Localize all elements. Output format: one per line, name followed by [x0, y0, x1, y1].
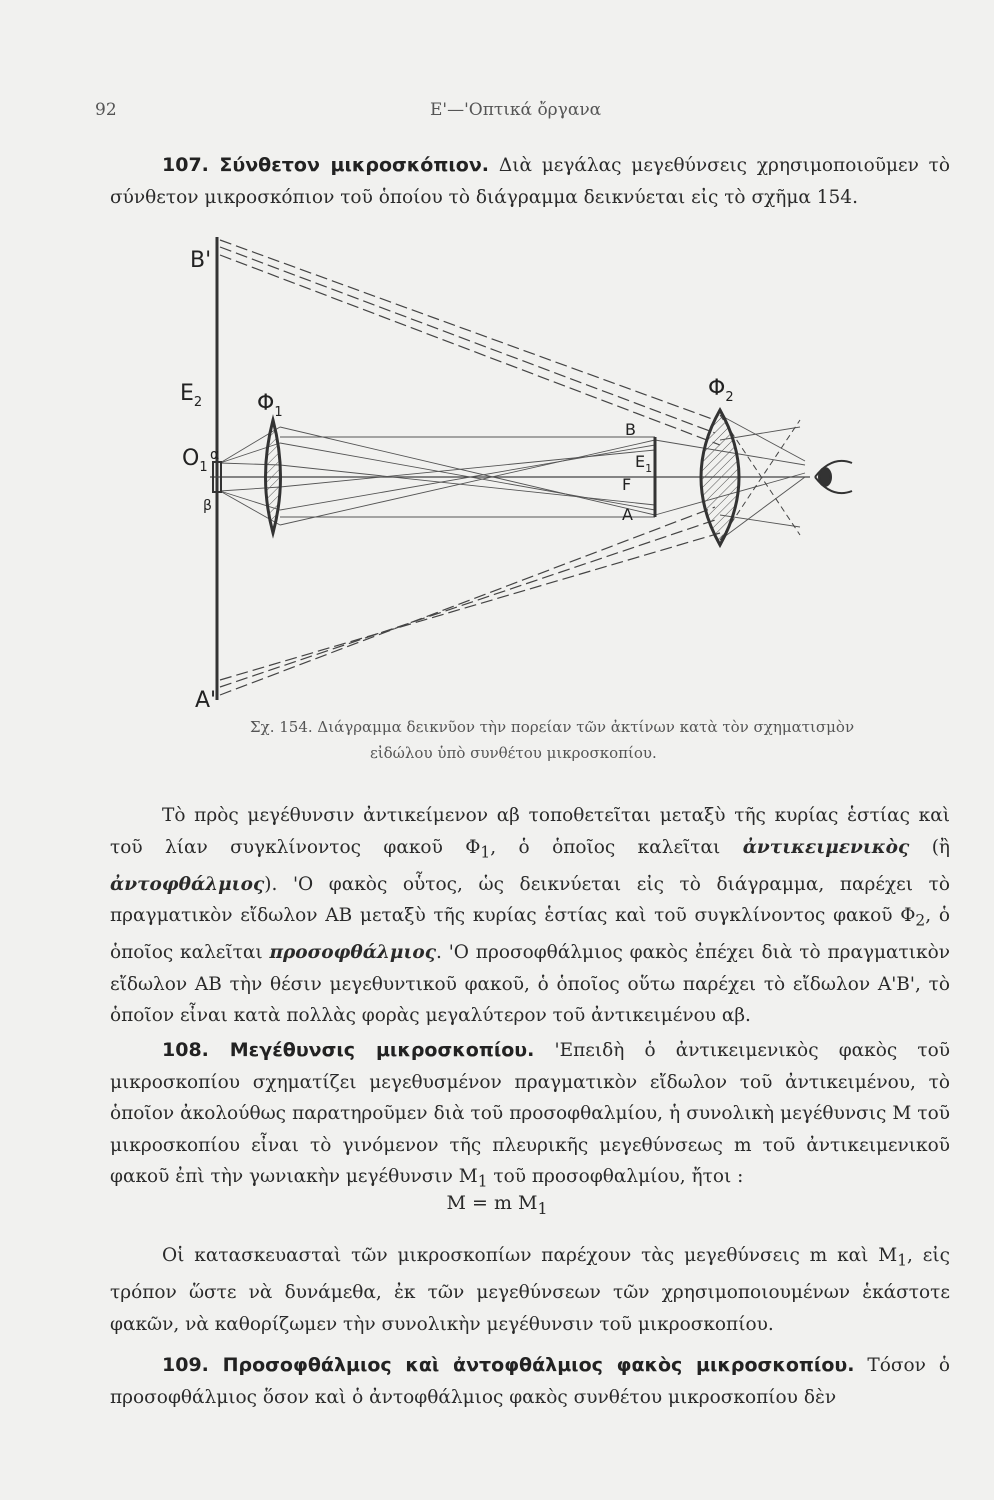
figure-154-microscope-diagram: [160, 215, 880, 715]
label-phi2: $\Phi_2$: [708, 376, 734, 405]
eye-icon: [815, 461, 852, 493]
label-A-prime: A': [195, 688, 217, 713]
label-A: A: [622, 505, 633, 524]
label-alpha: α: [210, 447, 220, 463]
section-109: [110, 1350, 950, 1413]
section-107-text: Διὰ μεγάλας μεγεθύνσεις χρησιμοποιοῦμεν τὸ σύνθετον μικροσκόπιον τοῦ ὁποίου τὸ διάγραμμα δεικνύεται εἰς τὸ σχῆμα 154.: [110, 155, 951, 208]
label-E2: $E_2$: [180, 381, 203, 410]
section-109-title: 109. Προσοφθάλμιος καὶ ἀντοφθάλμιος φακὸς μικροσκοπίου.: [162, 1354, 855, 1376]
figure-caption: [250, 714, 930, 766]
page-number: 92: [95, 100, 117, 120]
label-F: F: [622, 475, 632, 494]
running-header: [95, 100, 925, 130]
objective-rays: [220, 427, 655, 525]
ray-diagram: [160, 215, 880, 715]
caption-line-2: εἰδώλου ὑπὸ συνθέτου μικροσκοπίου.: [370, 744, 657, 762]
label-E1: $E_1$: [635, 452, 653, 475]
paragraph-manufacturers: Οἱ κατασκευασταὶ τῶν μικροσκοπίων παρέχουν τὰς μεγεθύνσεις m καὶ $M_1$, εἰς τρόπον ὥστε νὰ δυνάμεθα, ἐκ τῶν μεγεθύνσεων τῶν χρησιμοποιουμένων ἑκάστοτε φακῶν, νὰ καθορίζωμεν τὴν συνολικὴν μεγέθυνσιν τοῦ μικροσκοπίου.: [110, 1245, 950, 1335]
paragraph-objective-eyepiece: Τὸ πρὸς μεγέθυνσιν ἀντικείμενον αβ τοποθετεῖται μεταξὺ τῆς κυρίας ἑστίας καὶ τοῦ λίαν συγκλίνοντος φακοῦ $\Phi_1$, ὁ ὁποῖος καλεῖται ἀντικειμενικὸς (ἢ ἀντοφθάλμιος). 'Ο φακὸς οὗτος, ὡς δεικνύεται εἰς τὸ διάγραμμα, παρέχει τὸ πραγματικὸν εἴδωλον ΑΒ μεταξὺ τῆς κυρίας ἑστίας καὶ τοῦ συγκλίνοντος φακοῦ $\Phi_2$, ὁ ὁποῖος καλεῖται προσοφθάλμιος. 'Ο προσοφθάλμιος φακὸς ἐπέχει διὰ τὸ πραγματικὸν εἴδωλον ΑΒ τὴν θέσιν μεγεθυντικοῦ φακοῦ, ὁ ὁποῖος οὕτω παρέχει τὸ εἴδωλον Α'Β', τὸ ὁποῖον εἶναι κατὰ πολλὰς φορὰς μεγαλύτερον τοῦ ἀντικειμένου αβ.: [110, 805, 950, 1027]
caption-line-1: Σχ. 154. Διάγραμμα δεικνῦον τὴν πορείαν τῶν ἀκτίνων κατὰ τὸν σχηματισμὸν: [250, 718, 855, 736]
objective-lens-phi1: [266, 420, 281, 533]
label-O1: $O_1$: [182, 446, 208, 475]
section-109-text: Τόσον ὁ προσοφθάλμιος ὅσον καὶ ὁ ἀντοφθάλμιος φακὸς συνθέτου μικροσκοπίου δὲν: [110, 1355, 950, 1408]
term-objective: ἀντικειμενικὸς: [742, 836, 910, 858]
label-beta: β: [203, 498, 212, 514]
label-phi1: $\Phi_1$: [257, 391, 283, 420]
section-107-title: 107. Σύνθετον μικροσκόπιον.: [162, 154, 490, 176]
section-107: [110, 150, 950, 213]
section-108-title: 108. Μεγέθυνσις μικροσκοπίου.: [162, 1039, 535, 1061]
label-B: B: [625, 420, 636, 439]
label-B-prime: B': [190, 248, 212, 273]
term-eyepiece: προσοφθάλμιος: [269, 942, 436, 964]
section-108: 108. Μεγέθυνσις μικροσκοπίου. 'Επειδὴ ὁ ἀντικειμενικὸς φακὸς τοῦ μικροσκοπίου σχηματίζει μεγεθυσμένον πραγματικὸν εἴδωλον τοῦ ἀντικειμένου, τὸ ὁποῖον ἀκολούθως παρατηροῦμεν διὰ τοῦ προσοφθαλμίου, ἡ συνολικὴ μεγέθυνσις Μ τοῦ μικροσκοπίου εἶναι τὸ γινόμενον τῆς πλευρικῆς μεγεθύνσεως m τοῦ ἀντικειμενικοῦ φακοῦ ἐπὶ τὴν γωνιακὴν μεγέθυνσιν $M_1$ τοῦ προσοφθαλμίου, ἤτοι :: [110, 1039, 950, 1191]
term-antophthalmic: ἀντοφθάλμιος: [110, 873, 265, 895]
running-title: Ε'—'Οπτικά ὄργανα: [430, 100, 602, 120]
magnification-formula: M = m $M_1$: [446, 1192, 548, 1218]
